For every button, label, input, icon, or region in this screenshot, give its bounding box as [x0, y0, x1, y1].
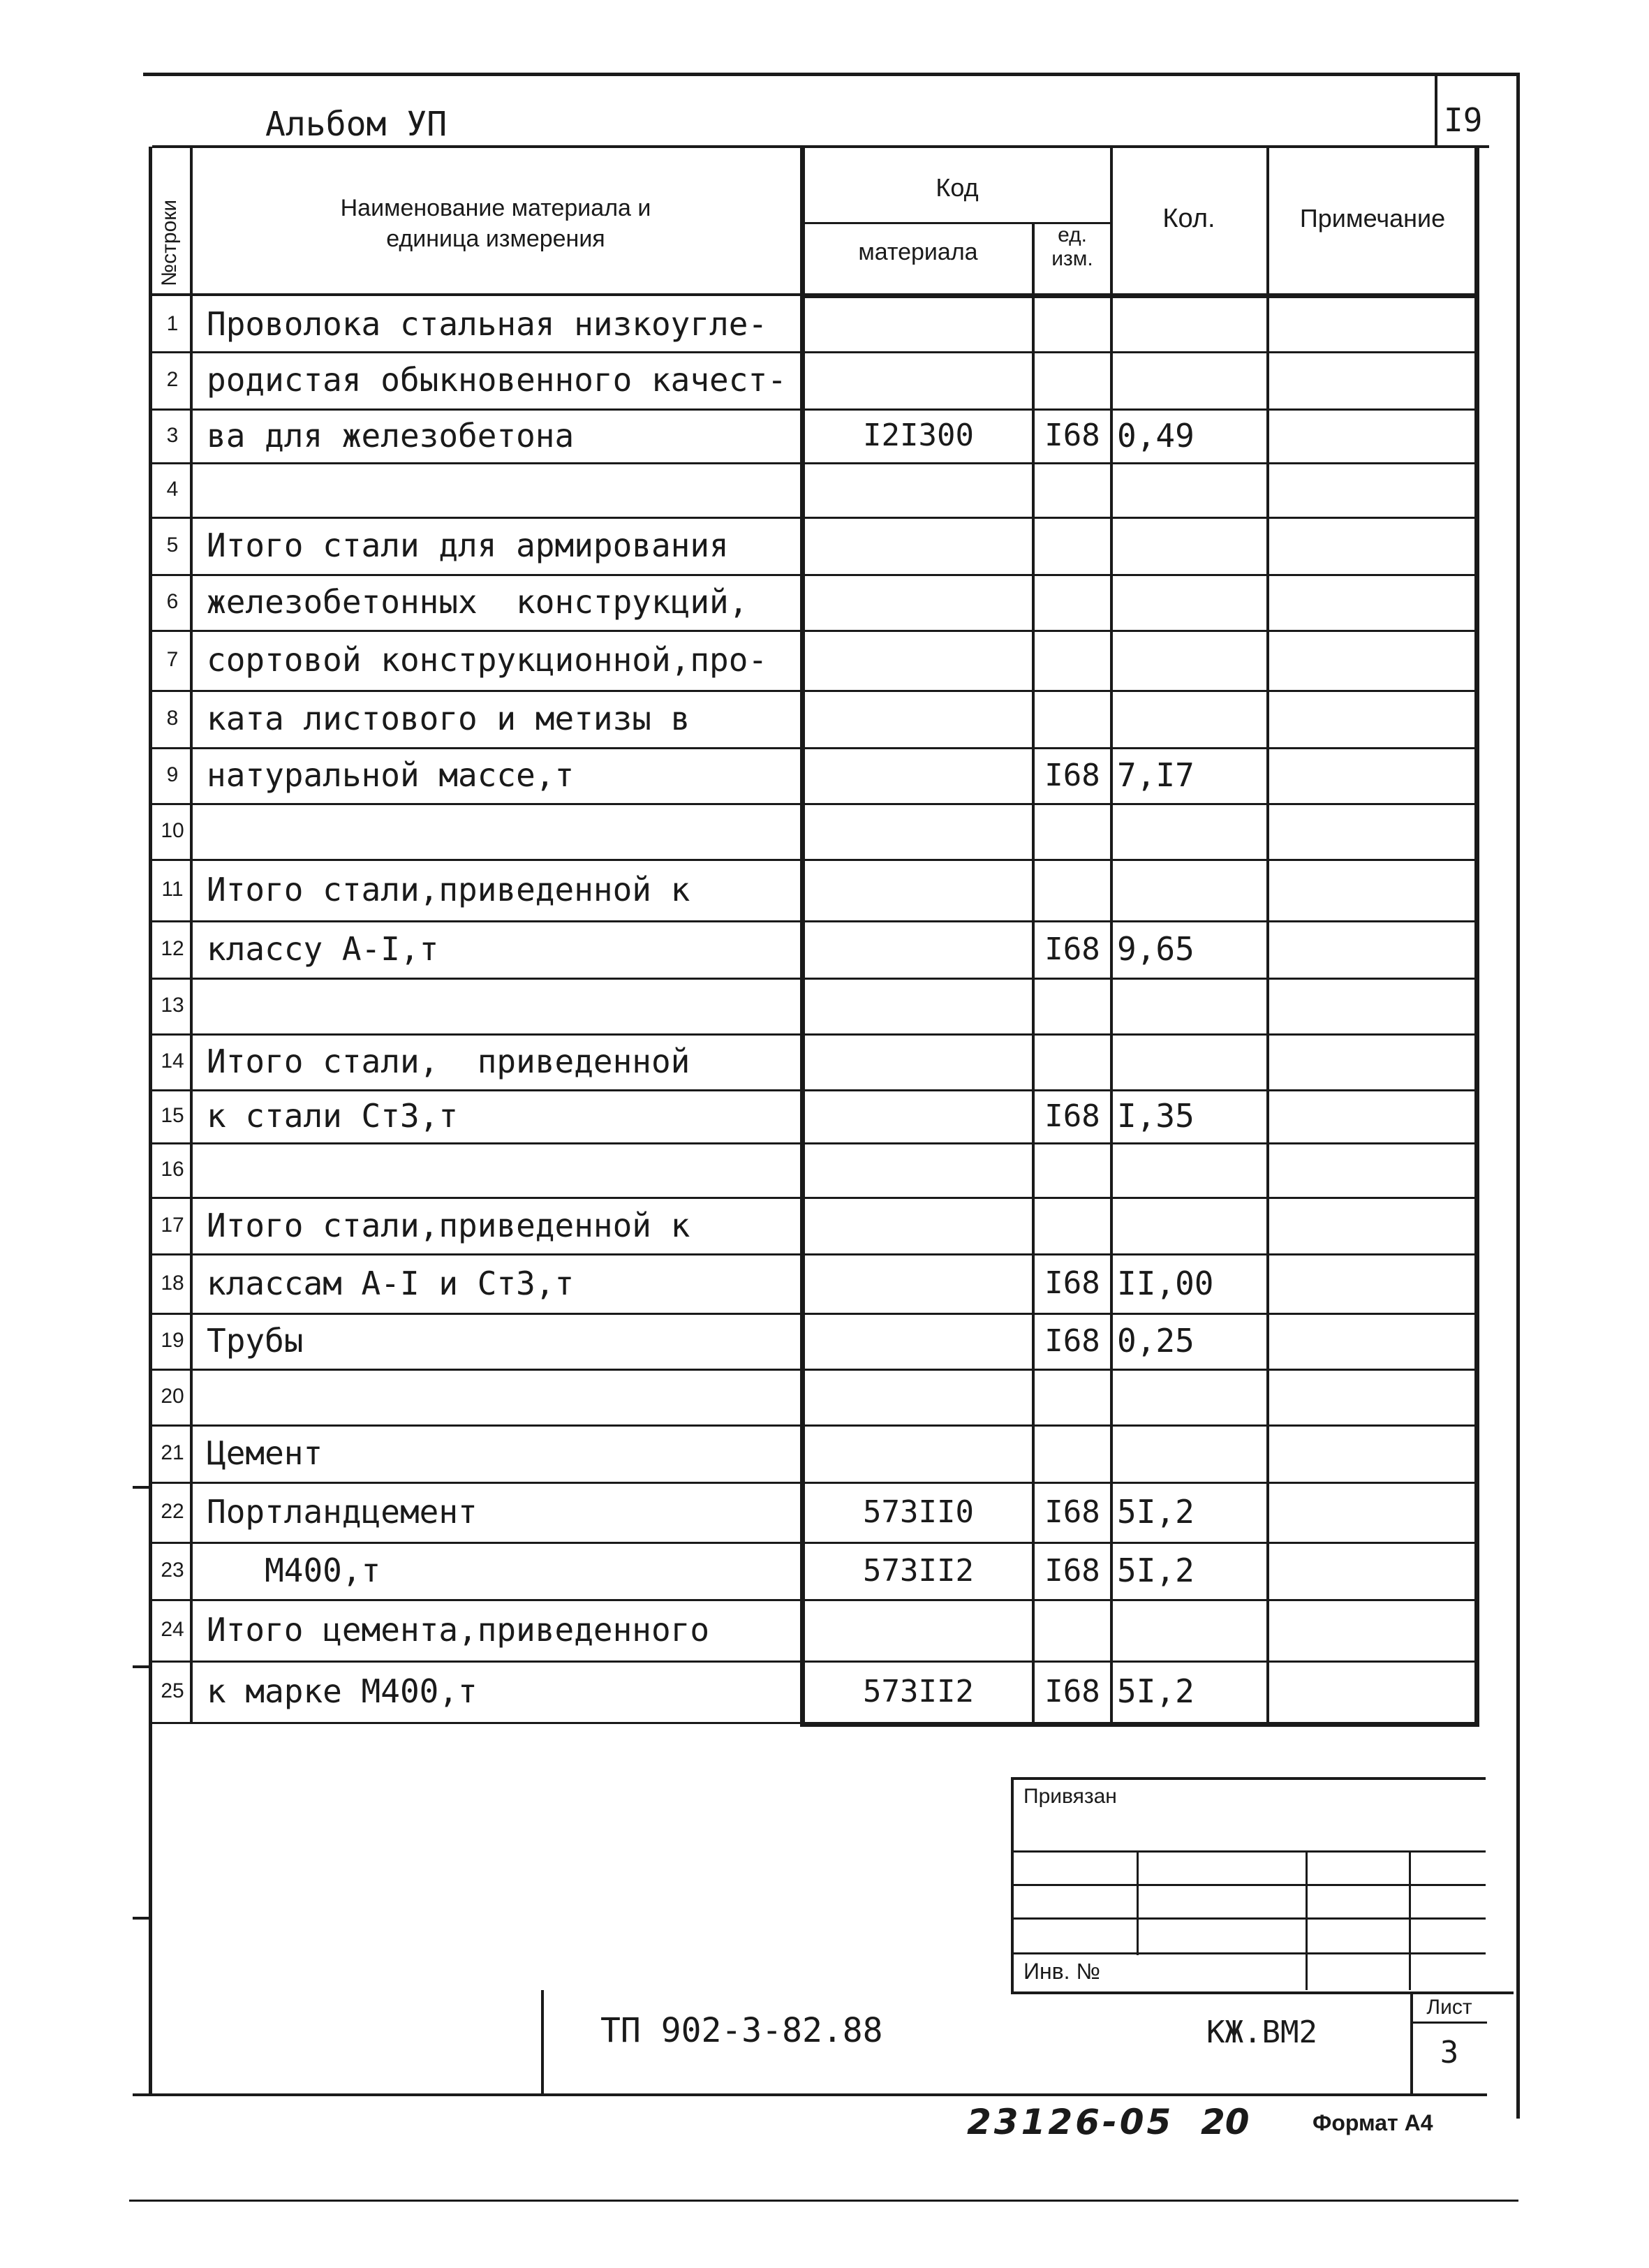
quantity [1117, 297, 1266, 351]
col-line-qty [1266, 147, 1269, 1725]
unit-code [1035, 803, 1110, 859]
row-number: 6 [166, 590, 179, 613]
material-code [805, 351, 1032, 408]
order-number: 23126-05 [967, 2102, 1174, 2142]
row-number: 24 [161, 1618, 184, 1641]
sheet-label: Лист [1426, 1996, 1472, 2019]
row-number: 25 [161, 1679, 184, 1702]
material-code [805, 297, 1032, 351]
material-name: сортовой конструкционной,про- [207, 641, 768, 679]
row-number: 16 [161, 1158, 184, 1181]
material-code [805, 978, 1032, 1033]
row-number: 22 [161, 1500, 184, 1523]
quantity [1117, 1197, 1266, 1253]
binding-tick [133, 1486, 151, 1489]
material-code: 573II2 [863, 1673, 974, 1709]
row-number: 19 [161, 1329, 184, 1352]
unit-code: I68 [1044, 1552, 1100, 1589]
material-code: 573II2 [863, 1552, 974, 1589]
material-name: Трубы [207, 1322, 304, 1360]
row-number: 9 [166, 763, 179, 786]
quantity: 0,49 [1117, 416, 1195, 455]
row-number: 4 [166, 478, 179, 501]
material-name: ва для железобетона [207, 416, 575, 455]
material-code [805, 747, 1032, 803]
quantity [1117, 1142, 1266, 1197]
row-number: 18 [161, 1271, 184, 1295]
stamp-line [1011, 1884, 1486, 1886]
quantity [1117, 859, 1266, 920]
material-name [207, 462, 800, 517]
unit-code [1035, 690, 1110, 747]
row-number: 5 [166, 533, 179, 557]
row-number: 1 [166, 312, 179, 335]
row-number: 8 [166, 707, 179, 730]
quantity: 5I,2 [1117, 1493, 1195, 1531]
quantity [1117, 517, 1266, 574]
album-title: Альбом УП [265, 105, 448, 144]
format-label: Формат А4 [1312, 2110, 1433, 2135]
frame-top-line [143, 73, 1518, 76]
stamp-line [1011, 1850, 1486, 1853]
quantity: 5I,2 [1117, 1672, 1195, 1710]
material-code [805, 920, 1032, 978]
doc-number: ТП 902-3-82.88 [600, 2011, 883, 2050]
unit-code: I68 [1044, 1265, 1100, 1301]
material-name: к марке М400,т [207, 1672, 478, 1710]
frame-right-line [1516, 73, 1520, 2119]
unit-code: I68 [1044, 418, 1100, 453]
material-code [805, 1253, 1032, 1313]
header-row-no: №строки [158, 199, 181, 286]
material-name: Итого стали,приведенной к [207, 1206, 690, 1244]
unit-code [1035, 1033, 1110, 1089]
material-name [207, 803, 800, 859]
binding-tick [133, 1917, 151, 1920]
material-name: Итого стали, приведенной [207, 1043, 690, 1080]
material-code [805, 1369, 1032, 1424]
unit-code [1035, 859, 1110, 920]
col-line-unit [1110, 147, 1113, 1725]
unit-code [1035, 630, 1110, 690]
header-top-line [152, 145, 1489, 148]
material-name: Итого стали,приведенной к [207, 871, 690, 908]
material-code [805, 803, 1032, 859]
material-name: натуральной массе,т [207, 756, 575, 794]
unit-code: I68 [1044, 1494, 1100, 1530]
header-qty: Кол. [1162, 204, 1215, 233]
quantity [1117, 690, 1266, 747]
quantity [1117, 630, 1266, 690]
quantity [1117, 1424, 1266, 1482]
quantity [1117, 574, 1266, 630]
unit-code [1035, 1197, 1110, 1253]
header-bottom-line [152, 293, 803, 296]
row-number: 20 [161, 1385, 184, 1408]
material-code [805, 1313, 1032, 1369]
quantity: 5I,2 [1117, 1552, 1195, 1589]
row-number: 13 [161, 994, 184, 1017]
row-number: 21 [161, 1441, 184, 1464]
col-line-rownum [190, 147, 193, 1723]
unit-code: I68 [1044, 1673, 1100, 1709]
quantity [1117, 1033, 1266, 1089]
unit-code: I68 [1044, 931, 1100, 967]
stamp-col [1137, 1850, 1139, 1955]
table-bottom-line [800, 1722, 1479, 1727]
material-code [805, 1142, 1032, 1197]
sheet-page-number: I9 [1444, 101, 1483, 139]
doc-code: КЖ.ВМ2 [1206, 2015, 1317, 2050]
col-line-name [800, 147, 805, 1725]
material-code [805, 1197, 1032, 1253]
quantity: I,35 [1117, 1097, 1195, 1135]
row-number: 23 [161, 1559, 184, 1582]
binding-tick [133, 1665, 151, 1668]
material-code [805, 1599, 1032, 1660]
material-name: ката листового и метизы в [207, 700, 690, 737]
material-name: М400,т [207, 1552, 381, 1589]
material-code [805, 1089, 1032, 1142]
stamp-line [1011, 1917, 1486, 1920]
sheet-box-mid [1410, 2022, 1487, 2024]
material-code [805, 1033, 1032, 1089]
col-line-right [1474, 147, 1479, 1726]
quantity [1117, 462, 1266, 517]
quantity: 0,25 [1117, 1322, 1195, 1360]
material-name: классам А-I и Ст3,т [207, 1264, 575, 1302]
unit-code: I68 [1044, 1098, 1100, 1134]
material-name: Итого стали для армирования [207, 526, 729, 564]
material-name: Итого цемента,приведенного [207, 1611, 710, 1649]
material-name: классу А-I,т [207, 930, 439, 968]
header-code: Код [936, 173, 979, 202]
table-left-bottom-line [152, 1722, 803, 1724]
material-code [805, 859, 1032, 920]
material-name [207, 978, 800, 1033]
row-number: 2 [166, 368, 179, 391]
row-number: 3 [166, 423, 179, 447]
inv-label: Инв. № [1023, 1959, 1100, 1984]
quantity [1117, 803, 1266, 859]
quantity [1117, 1369, 1266, 1424]
material-name: Цемент [207, 1434, 323, 1472]
row-number: 15 [161, 1104, 184, 1127]
material-name: Проволока стальная низкоугле- [207, 305, 768, 343]
frame-left-line [149, 147, 152, 2095]
quantity: 9,65 [1117, 930, 1195, 968]
quantity: 7,I7 [1117, 756, 1195, 794]
quantity [1117, 351, 1266, 408]
unit-code [1035, 462, 1110, 517]
row-number: 17 [161, 1213, 184, 1237]
quantity: II,00 [1117, 1264, 1214, 1302]
header-name: Наименование материала и единица измерения [340, 195, 651, 252]
page-box-left [1435, 73, 1437, 147]
trim-line [129, 2200, 1518, 2202]
unit-code [1035, 517, 1110, 574]
unit-code [1035, 1424, 1110, 1482]
unit-code: I68 [1044, 757, 1100, 793]
unit-code [1035, 297, 1110, 351]
material-name [207, 1369, 800, 1424]
bound-label: Привязан [1023, 1785, 1117, 1808]
row-number: 12 [161, 937, 184, 960]
material-name: Портландцемент [207, 1493, 478, 1531]
material-code [805, 517, 1032, 574]
order-page: 20 [1201, 2102, 1250, 2142]
unit-code [1035, 1369, 1110, 1424]
row-number: 14 [161, 1050, 184, 1073]
frame-bottom-line [133, 2093, 1487, 2096]
material-code [805, 630, 1032, 690]
header-note: Примечание [1299, 204, 1446, 233]
unit-code [1035, 351, 1110, 408]
material-code: 573II0 [863, 1494, 974, 1530]
quantity [1117, 978, 1266, 1033]
unit-code [1035, 978, 1110, 1033]
stamp-col [1306, 1850, 1308, 1990]
sheet-value: 3 [1440, 2035, 1459, 2070]
stamp-box-top [1011, 1777, 1486, 1780]
unit-code: I68 [1044, 1323, 1100, 1359]
material-code [805, 690, 1032, 747]
material-code [805, 1424, 1032, 1482]
row-number: 10 [161, 819, 184, 842]
header-unit: ед. изм. [1051, 223, 1093, 270]
material-code: I2I300 [863, 418, 974, 453]
material-name: к стали Ст3,т [207, 1097, 459, 1135]
unit-code [1035, 1599, 1110, 1660]
unit-code [1035, 1142, 1110, 1197]
stamp-col [1409, 1850, 1411, 1990]
material-name: железобетонных конструкций, [207, 583, 748, 621]
title-box-left [541, 1990, 544, 2096]
header-material: материала [858, 239, 978, 265]
quantity [1117, 1599, 1266, 1660]
material-code [805, 462, 1032, 517]
stamp-line [1011, 1952, 1486, 1954]
stamp-line [1011, 1991, 1514, 1994]
material-name [207, 1142, 800, 1197]
material-code [805, 574, 1032, 630]
row-number: 11 [161, 878, 184, 901]
unit-code [1035, 574, 1110, 630]
material-name: родистая обыкновенного качест- [207, 361, 787, 399]
row-number: 7 [166, 648, 179, 671]
